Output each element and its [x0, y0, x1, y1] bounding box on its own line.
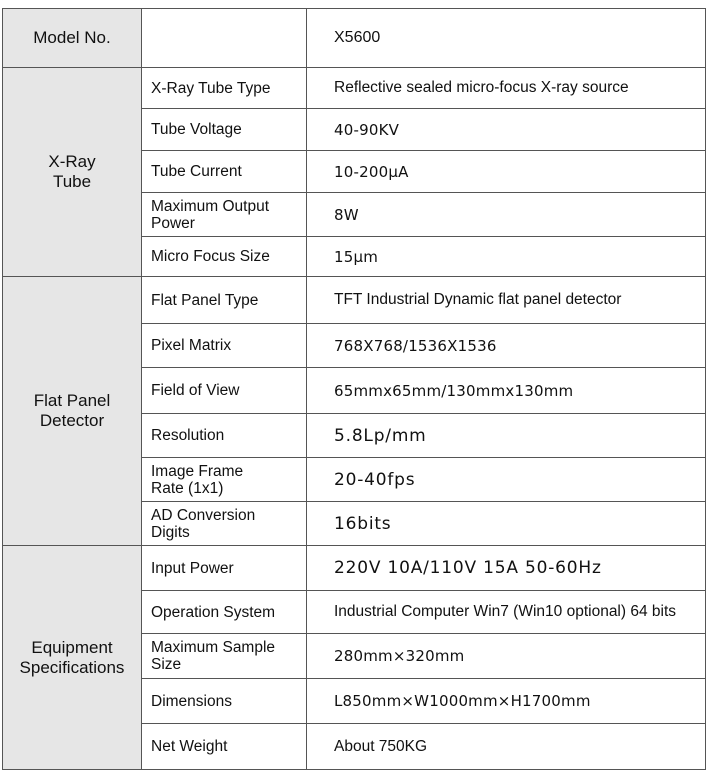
row-value: 16bits — [307, 502, 706, 546]
row-label: AD Conversion Digits — [142, 502, 307, 546]
category-equipment-specifications — [3, 546, 142, 770]
row-label: Tube Voltage — [142, 109, 307, 151]
row-label: Resolution — [142, 414, 307, 458]
category-line: Detector — [39, 411, 105, 430]
row-label: Maximum Sample Size — [142, 634, 307, 679]
model-value: X5600 — [307, 9, 706, 68]
row-value: 5.8Lp/mm — [307, 414, 706, 458]
row-label: Micro Focus Size — [142, 237, 307, 277]
category-line: Equipment — [31, 637, 113, 657]
row-label: Field of View — [142, 368, 307, 414]
model-empty-cell — [142, 9, 307, 68]
category-line: X-Ray — [48, 152, 96, 171]
row-value: 768X768/1536X1536 — [307, 324, 706, 368]
row-label: Image Frame Rate (1x1) — [142, 458, 307, 502]
row-value: Reflective sealed micro-focus X-ray source — [307, 68, 706, 109]
row-value: 65mmx65mm/130mmx130mm — [307, 368, 706, 414]
row-value: About 750KG — [307, 724, 706, 770]
row-value: 8W — [307, 193, 706, 237]
row-value: 20-40fps — [307, 458, 706, 502]
row-value: TFT Industrial Dynamic flat panel detector — [307, 277, 706, 324]
row-value: Industrial Computer Win7 (Win10 optional) 64 bits — [307, 591, 706, 634]
row-value: 15μm — [307, 237, 706, 277]
category-xray-tube — [3, 68, 142, 277]
row-label: X-Ray Tube Type — [142, 68, 307, 109]
category-flat-panel-detector — [3, 277, 142, 546]
model-label: Model No. — [33, 28, 111, 47]
row-value: 40-90KV — [307, 109, 706, 151]
row-value: L850mm×W1000mm×H1700mm — [307, 679, 706, 724]
table-row — [3, 546, 706, 591]
category-line: Flat Panel — [33, 391, 111, 410]
table-row — [3, 277, 706, 324]
category-line: Tube — [52, 172, 92, 191]
row-value: 220V 10A/110V 15A 50-60Hz — [307, 546, 706, 591]
category-line: Specifications — [19, 657, 125, 677]
row-value: 10-200μA — [307, 151, 706, 193]
row-label: Dimensions — [142, 679, 307, 724]
row-label: Net Weight — [142, 724, 307, 770]
row-value: 280mm×320mm — [307, 634, 706, 679]
model-label-cell — [3, 9, 142, 68]
row-label: Maximum Output Power — [142, 193, 307, 237]
row-label: Tube Current — [142, 151, 307, 193]
row-label: Operation System — [142, 591, 307, 634]
spec-table — [2, 8, 706, 770]
row-label: Pixel Matrix — [142, 324, 307, 368]
table-row — [3, 68, 706, 109]
table-row-model — [3, 9, 706, 68]
row-label: Input Power — [142, 546, 307, 591]
row-label: Flat Panel Type — [142, 277, 307, 324]
